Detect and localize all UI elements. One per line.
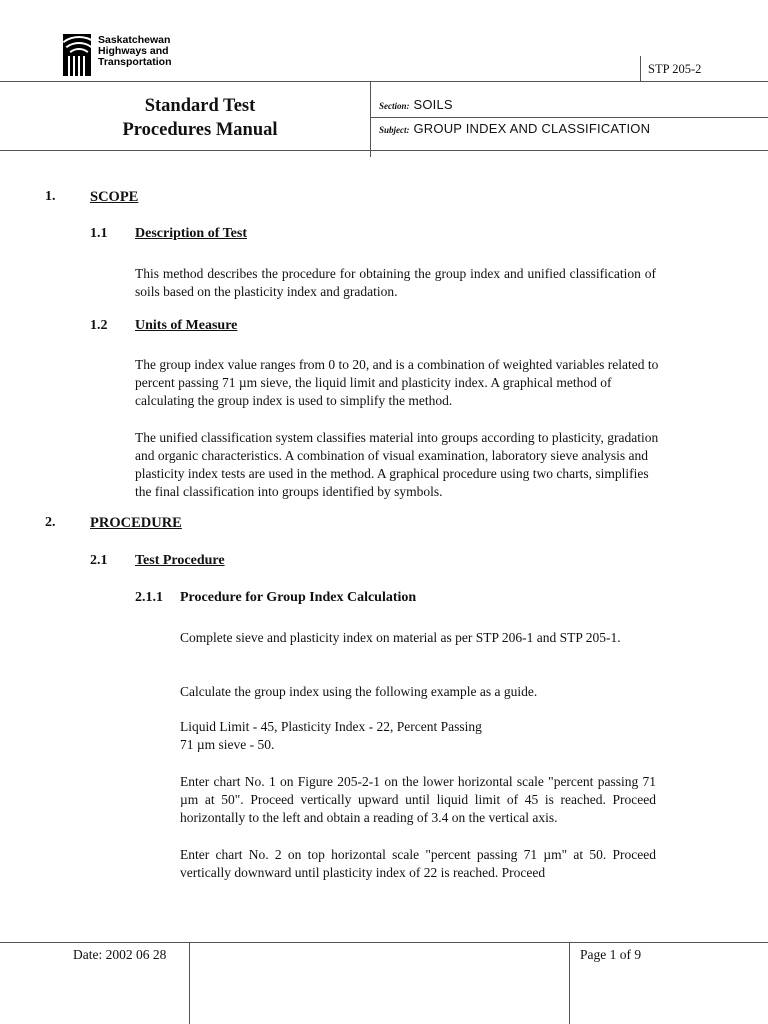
organization-name	[98, 35, 172, 68]
section-1-2-para-1: The group index value ranges from 0 to 20, and is a combination of weighted variables related to percent passing 71 µm sieve, the liquid limit and plasticity index. A graphical method of calculating the group index is used to simplify the method.	[135, 357, 659, 408]
footer-page-number: Page 1 of 9	[580, 947, 642, 962]
section-1-1-number: 1.1	[90, 226, 108, 241]
sht-logo	[63, 34, 91, 76]
manual-title	[80, 94, 320, 142]
section-2-title: PROCEDURE	[90, 515, 182, 531]
header-divider	[370, 81, 371, 157]
subject-field	[379, 121, 650, 137]
manual-title-line-2: Procedures Manual	[122, 120, 278, 140]
section-1-1-title: Description of Test	[135, 226, 247, 241]
section-value: SOILS	[413, 97, 453, 112]
header-rule-bottom	[0, 150, 768, 151]
section-2-1-1-para-3	[180, 718, 658, 754]
section-2-1-number: 2.1	[90, 553, 108, 568]
footer-rule	[0, 942, 768, 943]
subject-value: GROUP INDEX AND CLASSIFICATION	[413, 121, 651, 136]
footer-divider-left	[189, 942, 190, 1024]
org-line-3: Transportation	[98, 56, 172, 68]
section-1-title: SCOPE	[90, 189, 139, 205]
example-line-2: 71 µm sieve - 50.	[180, 737, 275, 752]
stp-code: STP 205-2	[648, 62, 702, 76]
header-rule-mid	[370, 117, 768, 118]
header-rule-top	[0, 81, 768, 82]
section-1-2-para-2: The unified classification system classifies material into groups according to plasticity, gradation and organic characteristics. A combination of visual examination, laboratory sieve analysis and plasticity index tests are used in the method. A graphical procedure using two charts, simplifies the final classification into groups identified by symbols.	[135, 430, 659, 499]
section-2-1-1-para-4: Enter chart No. 1 on Figure 205-2-1 on the lower horizontal scale "percent passing 71 µm at 50". Proceed vertically upward until liquid limit of 45 is reached. Proceed horizontally to the left and obtain a reading of 3.4 on the vertical axis.	[180, 774, 656, 825]
section-field	[379, 97, 453, 113]
code-divider	[640, 56, 641, 81]
section-2-1-1-title: Procedure for Group Index Calculation	[180, 590, 417, 605]
footer-date: Date: 2002 06 28	[73, 947, 167, 962]
section-1-2-title: Units of Measure	[135, 318, 238, 333]
org-line-2: Highways and	[98, 45, 169, 57]
section-1-number: 1.	[45, 189, 56, 204]
subject-label: Subject:	[379, 125, 410, 135]
section-2-1-1-para-2: Calculate the group index using the following example as a guide.	[180, 684, 538, 699]
section-label: Section:	[379, 101, 410, 111]
example-line-1: Liquid Limit - 45, Plasticity Index - 22, Percent Passing	[180, 719, 482, 734]
section-1-1-text: This method describes the procedure for obtaining the group index and unified classification of soils based on the plasticity index and gradation.	[135, 266, 656, 299]
section-2-1-title: Test Procedure	[135, 553, 225, 568]
section-2-number: 2.	[45, 515, 56, 530]
manual-title-line-1: Standard Test	[144, 96, 256, 116]
section-2-1-1-number: 2.1.1	[135, 590, 163, 605]
footer-divider-right	[569, 942, 570, 1024]
section-2-1-1-para-5: Enter chart No. 2 on top horizontal scale "percent passing 71 µm" at 50. Proceed vertically downward until plasticity index of 22 is reached. Proceed	[180, 847, 656, 880]
org-line-1: Saskatchewan	[98, 34, 171, 46]
section-2-1-1-para-1: Complete sieve and plasticity index on material as per STP 206-1 and STP 205-1.	[180, 630, 621, 645]
section-1-2-number: 1.2	[90, 318, 108, 333]
